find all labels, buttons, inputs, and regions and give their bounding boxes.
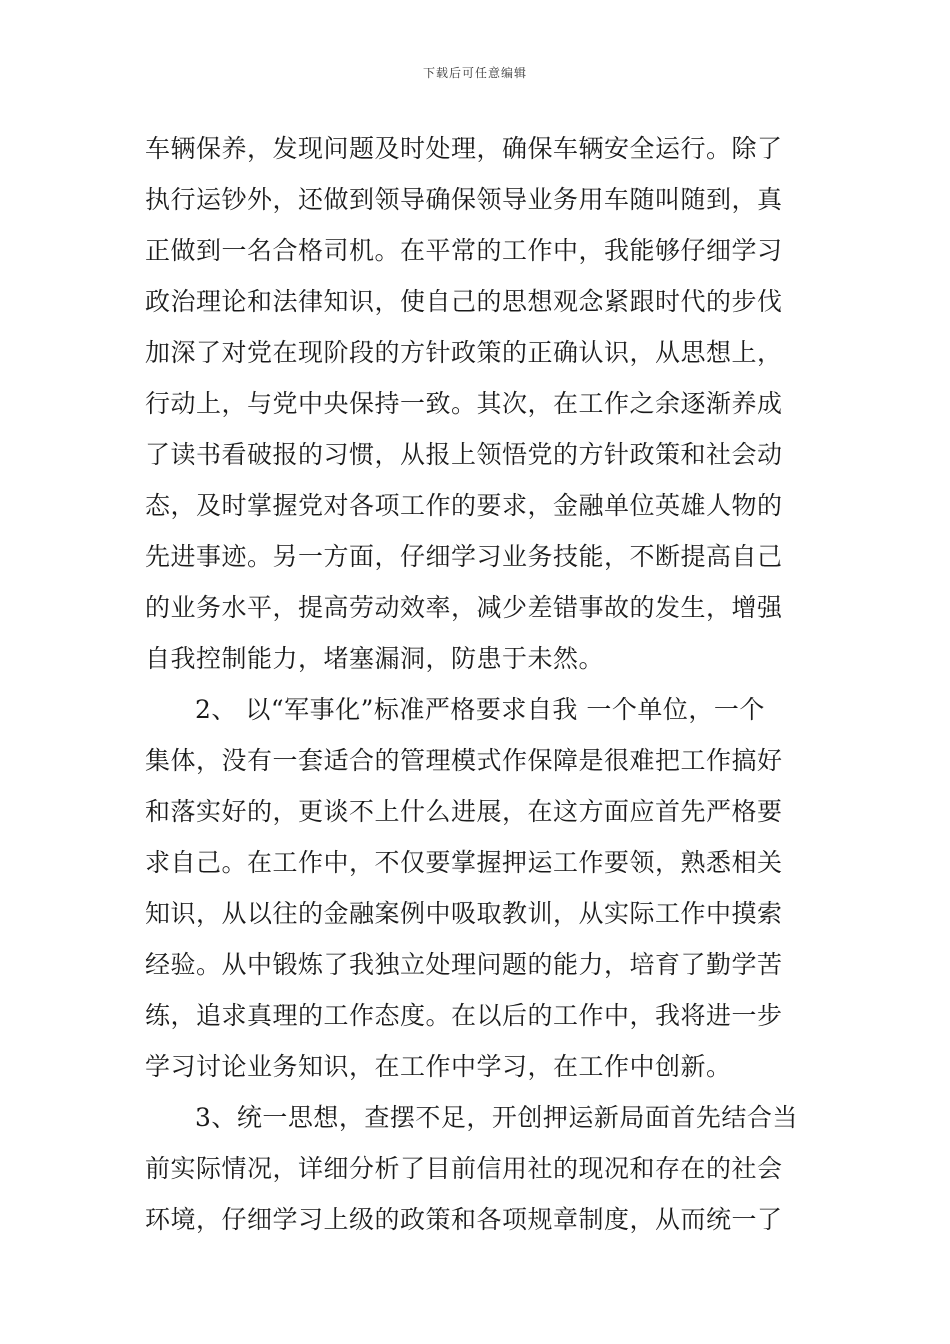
text-line: 经验。从中锻炼了我独立处理问题的能力，培育了勤学苦 bbox=[145, 950, 783, 979]
text-line: 了读书看破报的习惯，从报上领悟党的方针政策和社会动 bbox=[145, 440, 783, 469]
text-line: 知识，从以往的金融案例中吸取教训，从实际工作中摸索 bbox=[145, 899, 783, 928]
text-line: 环境，仔细学习上级的政策和各项规章制度，从而统一了 bbox=[145, 1205, 783, 1234]
text-line: 加深了对党在现阶段的方针政策的正确认识，从思想上， bbox=[145, 338, 783, 367]
text-line: 行动上，与党中央保持一致。其次，在工作之余逐渐养成 bbox=[145, 389, 783, 418]
text-line: 求自己。在工作中，不仅要掌握押运工作要领，熟悉相关 bbox=[145, 848, 783, 877]
text-line: 前实际情况，详细分析了目前信用社的现况和存在的社会 bbox=[145, 1154, 783, 1183]
text-line: 正做到一名合格司机。在平常的工作中，我能够仔细学习 bbox=[145, 236, 783, 265]
text-line: 先进事迹。另一方面，仔细学习业务技能，不断提高自己 bbox=[145, 542, 783, 571]
document-body bbox=[145, 123, 813, 1245]
text-line: 学习讨论业务知识，在工作中学习，在工作中创新。 bbox=[145, 1052, 732, 1081]
text-line: 2、 以“军事化”标准严格要求自我 一个单位，一个 bbox=[195, 695, 765, 724]
text-line: 练，追求真理的工作态度。在以后的工作中，我将进一步 bbox=[145, 1001, 783, 1030]
text-line: 车辆保养，发现问题及时处理，确保车辆安全运行。除了 bbox=[145, 134, 783, 163]
text-line: 态，及时掌握党对各项工作的要求，金融单位英雄人物的 bbox=[145, 491, 783, 520]
text-line: 执行运钞外，还做到领导确保领导业务用车随叫随到，真 bbox=[145, 185, 783, 214]
text-line: 集体，没有一套适合的管理模式作保障是很难把工作搞好 bbox=[145, 746, 783, 775]
text-line: 3、统一思想，查摆不足，开创押运新局面首先结合当 bbox=[195, 1103, 798, 1132]
text-line: 和落实好的，更谈不上什么进展，在这方面应首先严格要 bbox=[145, 797, 783, 826]
text-line: 的业务水平，提高劳动效率，减少差错事故的发生，增强 bbox=[145, 593, 783, 622]
text-line: 自我控制能力，堵塞漏洞，防患于未然。 bbox=[145, 644, 605, 673]
text-line: 政治理论和法律知识，使自己的思想观念紧跟时代的步伐 bbox=[145, 287, 783, 316]
page-header: 下载后可任意编辑 bbox=[422, 66, 527, 80]
